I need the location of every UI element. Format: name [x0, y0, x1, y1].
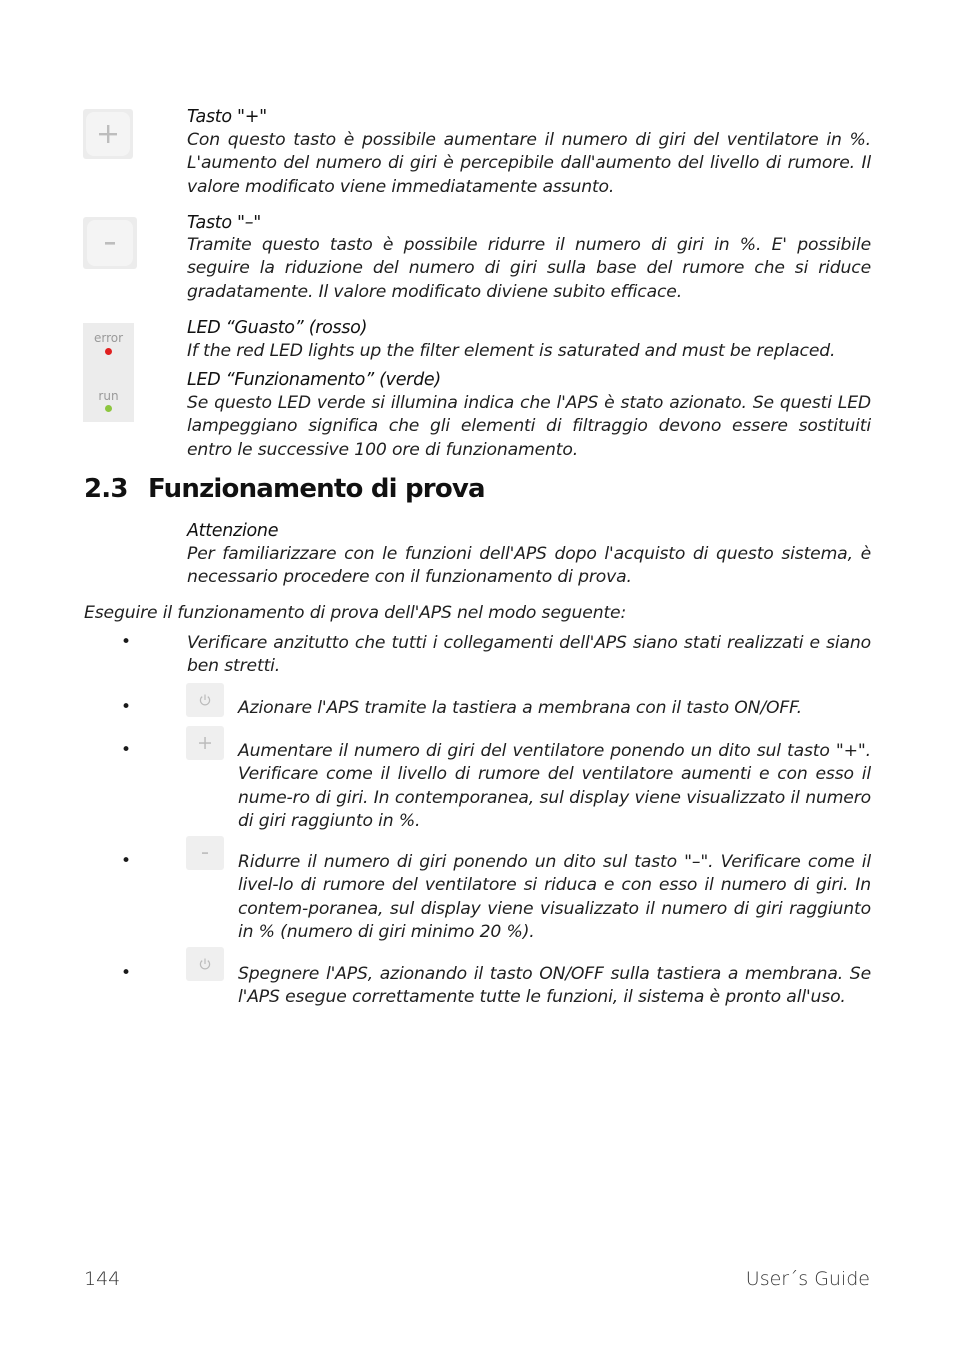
plus-icon	[97, 123, 119, 145]
step-3-bullet: •	[121, 740, 132, 760]
minus-key-image	[83, 217, 137, 269]
step-3-key-image	[186, 726, 224, 760]
step-5-text: Spegnere l'APS, azionando il tasto ON/OFF sulla tastiera a membrana. Se l'APS esegue correttamente tutte le funzioni, il sistema è pronto all'uso.	[238, 964, 871, 1008]
step-5-key-image	[186, 947, 224, 981]
power-icon	[198, 693, 212, 707]
plus-key-image	[83, 109, 133, 159]
step-5-bullet: •	[121, 963, 132, 983]
led-panel-image	[83, 323, 134, 422]
attention-title: Attenzione	[187, 521, 279, 541]
step-1-bullet: •	[121, 632, 132, 652]
power-icon	[198, 957, 212, 971]
led-run-description: Se questo LED verde si illumina indica che l'APS è stato azionato. Se questi LED lampeggiano significa che gli elementi di filtraggio devono essere sostituiti entro le successive 100 ore di funzionamento.	[187, 393, 871, 460]
minus-key-title: Tasto "–"	[187, 213, 261, 233]
attention-text: Per familiarizzare con le funzioni dell'APS dopo l'acquisto di questo sistema, è necessario procedere con il funzionamento di prova.	[187, 544, 871, 588]
step-2-key-image	[186, 683, 224, 717]
step-2-bullet: •	[121, 697, 132, 717]
minus-icon	[99, 232, 121, 254]
step-4-key-image	[186, 836, 224, 870]
procedure-intro: Eseguire il funzionamento di prova dell'APS nel modo seguente:	[84, 603, 627, 623]
led-run-title: LED “Funzionamento” (verde)	[187, 370, 441, 390]
footer-guide-title: User´s Guide	[745, 1268, 870, 1290]
led-run-label: run	[98, 389, 119, 403]
page-number: 144	[84, 1268, 121, 1290]
section-number: 2.3	[84, 474, 128, 504]
plus-key-title: Tasto "+"	[187, 107, 267, 127]
minus-key-description: Tramite questo tasto è possibile ridurre il numero di giri in %. E' possibile seguire la riduzione del numero di giri sulla base del rumore che si riduce gradatamente. Il valore modificato diviene subito efficace.	[187, 235, 871, 302]
step-1-text: Verificare anzitutto che tutti i collegamenti dell'APS siano stati realizzati e siano ben stretti.	[187, 633, 871, 677]
step-4-bullet: •	[121, 851, 132, 871]
section-title: Funzionamento di prova	[148, 474, 485, 504]
section-heading	[84, 474, 485, 504]
led-error-title: LED “Guasto” (rosso)	[187, 318, 368, 338]
step-4-text: Ridurre il numero di giri ponendo un dito sul tasto "–". Verificare come il livel-lo di rumore del ventilatore si riduca e con esso il numero di giri. In contem-poranea, sul display viene visualizzato il numero di giri raggiunto in % (numero di giri minimo 20 %).	[238, 852, 871, 942]
step-2-text: Azionare l'APS tramite la tastiera a membrana con il tasto ON/OFF.	[238, 698, 802, 718]
plus-icon	[198, 736, 212, 750]
plus-key-description: Con questo tasto è possibile aumentare il numero di giri del ventilatore in %. L'aumento del numero di giri è percepibile dall'aumento del livello di rumore. Il valore modificato viene immediatamente assunto.	[187, 130, 871, 197]
led-run-dot	[105, 405, 112, 412]
step-3-text: Aumentare il numero di giri del ventilatore ponendo un dito sul tasto "+". Verificare come il livello di rumore del ventilatore aumenti e con esso il nume-ro di giri. In contemporanea, sul display viene visualizzato il numero di giri raggiunto in %.	[238, 741, 871, 831]
led-error-description: If the red LED lights up the filter element is saturated and must be replaced.	[187, 341, 836, 361]
led-error-dot	[105, 348, 112, 355]
minus-icon	[198, 846, 212, 860]
led-error-label: error	[93, 331, 124, 345]
